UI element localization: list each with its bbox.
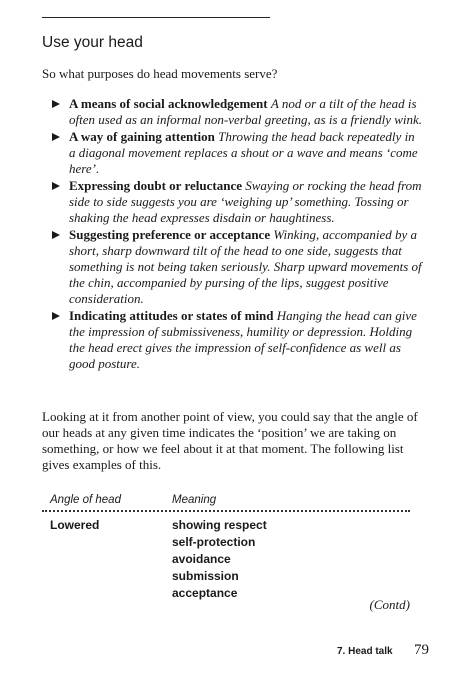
page-number: 79 bbox=[414, 642, 429, 658]
table-cell-angle: Lowered bbox=[50, 518, 100, 532]
bullet-list bbox=[52, 96, 422, 373]
bullet-text: Hanging the head can give the impression of submissiveness, humility or depression. Holding the head erect gives the impression of self-confidence as well as good posture. bbox=[69, 308, 417, 371]
arrow-bullet-icon bbox=[52, 100, 60, 108]
bullet-title: A means of social acknowledgement bbox=[69, 96, 268, 111]
arrow-bullet-icon bbox=[52, 133, 60, 141]
table-header-meaning: Meaning bbox=[172, 494, 217, 506]
arrow-bullet-icon bbox=[52, 312, 60, 320]
meaning-item: acceptance bbox=[172, 586, 238, 600]
arrow-bullet-icon bbox=[52, 231, 60, 239]
bullet-item bbox=[52, 129, 422, 177]
arrow-bullet-icon bbox=[52, 182, 60, 190]
bullet-title: Indicating attitudes or states of mind bbox=[69, 308, 274, 323]
dotted-divider bbox=[42, 510, 410, 512]
top-rule bbox=[42, 17, 270, 18]
bullet-item bbox=[52, 308, 422, 372]
meaning-item: self-protection bbox=[172, 535, 256, 549]
bullet-title: A way of gaining attention bbox=[69, 129, 215, 144]
continued-marker: (Contd) bbox=[369, 597, 410, 612]
bullet-text: Throwing the head back repeatedly in a diagonal movement replaces a shout or a wave and means ‘come here’. bbox=[69, 129, 418, 176]
bullet-title: Suggesting preference or acceptance bbox=[69, 227, 271, 242]
meaning-item: showing respect bbox=[172, 518, 267, 532]
bullet-item bbox=[52, 96, 422, 128]
meaning-list bbox=[172, 517, 267, 602]
bullet-item bbox=[52, 178, 422, 226]
section-heading: Use your head bbox=[42, 34, 143, 51]
table-header-angle: Angle of head bbox=[50, 494, 121, 506]
bullet-text: Winking, accompanied by a short, sharp downward tilt of the head to one side, suggests that something is not being taken seriously. Sharp upward movements of the chin, accompanied by pursing of the lips, suggest positive consideration. bbox=[69, 227, 422, 306]
bullet-text: Swaying or rocking the head from side to side suggests you are ‘weighing up’ something. Tossing or shaking the head expresses disdain or haughtiness. bbox=[69, 178, 422, 225]
body-paragraph: Looking at it from another point of view, you could say that the angle of our heads at any given time indicates the ‘position’ we are taking on something, or how we feel about it at that moment. The following list gives examples of this. bbox=[42, 409, 418, 472]
meaning-item: avoidance bbox=[172, 552, 231, 566]
bullet-title: Expressing doubt or reluctance bbox=[69, 178, 242, 193]
intro-text: So what purposes do head movements serve? bbox=[42, 66, 278, 81]
bullet-item bbox=[52, 227, 422, 307]
meaning-item: submission bbox=[172, 569, 239, 583]
bullet-text: A nod or a tilt of the head is often used as an informal non-verbal greeting, as is a friendly wink. bbox=[69, 96, 423, 127]
footer-chapter: 7. Head talk bbox=[337, 646, 393, 657]
